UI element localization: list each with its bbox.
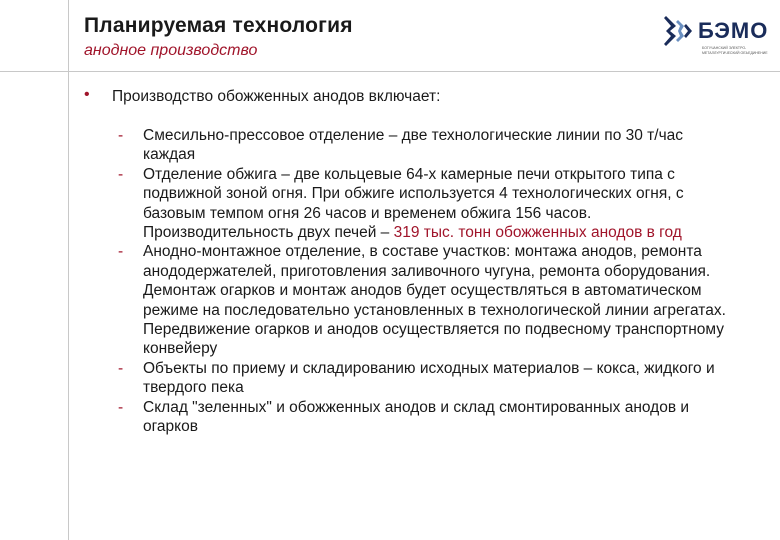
vertical-divider bbox=[68, 0, 69, 540]
page-title: Планируемая технология bbox=[84, 14, 353, 37]
list-item bbox=[118, 126, 728, 165]
list-item bbox=[118, 359, 728, 398]
dash-icon: - bbox=[118, 398, 124, 416]
list-item bbox=[118, 398, 728, 437]
dash-icon: - bbox=[118, 165, 124, 183]
list-item-text: Анодно-монтажное отделение, в составе участков: монтажа анодов, ремонта анододержателей, приготовления заливочного чугуна, ремонта оборудования. Демонтаж огарков и монтаж анодов будет осуществляться в автоматическом режиме на последовательно установленных в технологической линии агрегатах. Передвижение огарков и анодов осуществляется по подвесному транспортному конвейеру bbox=[143, 243, 726, 358]
list-item-text: Смесильно-прессовое отделение – две технологические линии по 30 т/час каждая bbox=[143, 127, 684, 164]
list-item bbox=[118, 165, 728, 243]
capacity-highlight: 319 тыс. тонн обожженных анодов в год bbox=[393, 224, 682, 242]
list-item-text: Объекты по приему и складированию исходных материалов – кокса, жидкого и твердого пека bbox=[143, 359, 715, 397]
bullet-icon: • bbox=[84, 86, 90, 103]
list-item-text: Склад "зеленных" и обожженных анодов и склад смонтированных анодов и огарков bbox=[143, 398, 690, 436]
logo-wordmark: БЭМО bbox=[698, 18, 769, 43]
page-subtitle: анодное производство bbox=[84, 42, 258, 59]
dash-icon: - bbox=[118, 359, 124, 377]
bullet-text: Производство обожженных анодов включает: bbox=[112, 88, 441, 105]
logo-tagline: БОГУЧАНСКИЙ ЭЛЕКТРО-МЕТАЛЛУРГИЧЕСКИЙ ОБЪЕДИНЕНИЕ bbox=[702, 46, 768, 55]
header-divider bbox=[0, 71, 780, 72]
dash-icon: - bbox=[118, 127, 124, 144]
dash-icon: - bbox=[118, 243, 124, 261]
bemo-logo-mark-icon bbox=[664, 14, 696, 48]
company-logo bbox=[664, 12, 774, 70]
sub-list bbox=[118, 126, 728, 437]
list-item-text: Отделение обжига – две кольцевые 64-х камерные печи открытого типа с подвижной зоной огня. При обжиге используется 4 технологических огня, с базовым темпом огня 26 часов и временем обжига 156 часов. Производительность двух печей – bbox=[143, 165, 684, 242]
list-item bbox=[118, 242, 728, 358]
